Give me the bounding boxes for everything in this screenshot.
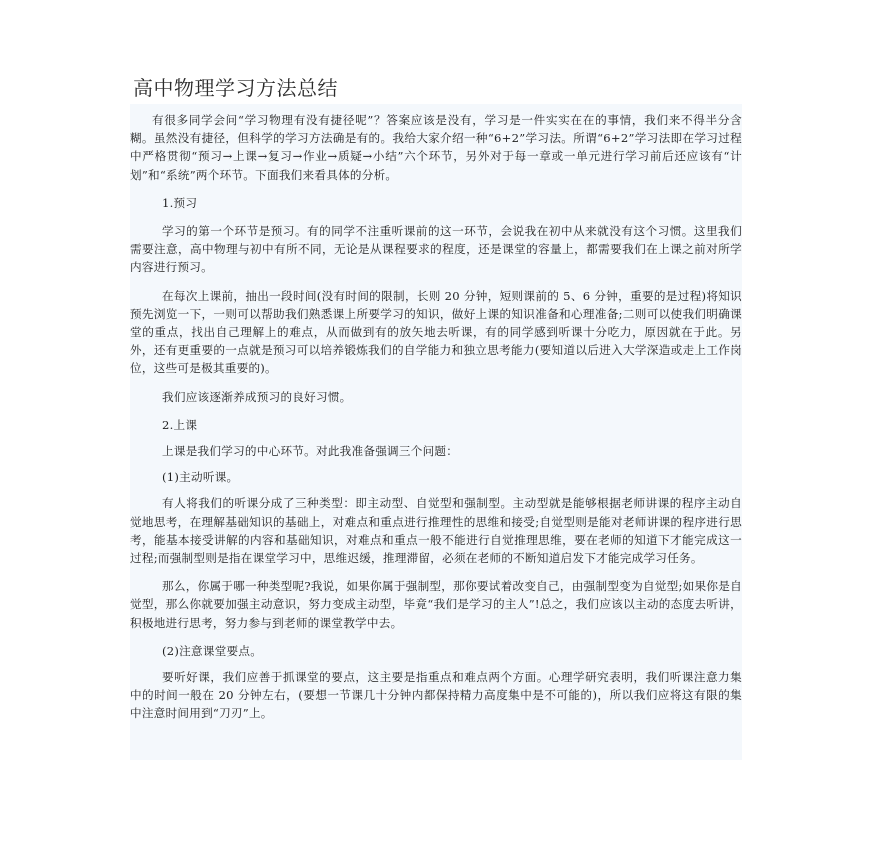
- document-body: [130, 104, 742, 760]
- paragraph-which-type: 那么，你属于哪一种类型呢?我说，如果你属于强制型，那你要试着改变自己，由强制型变为自觉型;如果你是自觉型，那么你就要加强主动意识，努力变成主动型，毕竟“我们是学习的主人”!总之，我们应该以主动的态度去听讲，积极地进行思考，努力参与到老师的课堂教学中去。: [130, 579, 742, 630]
- paragraph-preview-2: 在每次上课前，抽出一段时间(没有时间的限制，长则 20 分钟，短则课前的 5、6 分钟，重要的是过程)将知识预先浏览一下，一则可以帮助我们熟悉课上所要学习的知识，做好上课的知识准备和心理准备;二则可以使我们明确课堂的重点，找出自己理解上的难点，从而做到有的放矢地去听课，有的同学感到听课十分吃力，原因就在于此。另外，还有更重要的一点就是预习可以培养锻炼我们的自学能力和独立思考能力(要知道以后进入大学深造或走上工作岗位，这些可是极其重要的)。: [130, 288, 742, 376]
- section-heading-preview: 1.预习: [162, 195, 198, 210]
- paragraph-listening-types: 有人将我们的听课分成了三种类型：即主动型、自觉型和强制型。主动型就是能够根据老师讲课的程序主动自觉地思考，在理解基础知识的基础上，对难点和重点进行推理性的思维和接受;自觉型则是能对老师讲课的程序进行思考，能基本接受讲解的内容和基础知识，对难点和重点一般不能进行自觉推理思维，要在老师的知道下才能完成这一过程;而强制型则是指在课堂学习中，思维迟缓，推理滞留，必须在老师的不断知道启发下才能完成学习任务。: [130, 496, 742, 566]
- paragraph-key-points: 要听好课，我们应善于抓课堂的要点，这主要是指重点和难点两个方面。心理学研究表明，我们听课注意力集中的时间一般在 20 分钟左右，(要想一节课几十分钟内都保持精力高度集中是不可能的)，所以我们应将这有限的集中注意时间用到“刀刃”上。: [130, 670, 742, 721]
- paragraph-preview-3: 我们应该逐渐养成预习的良好习惯。: [162, 389, 352, 404]
- subheading-active-listening: (1)主动听课。: [162, 470, 239, 485]
- paragraph-preview-1: 学习的第一个环节是预习。有的同学不注重听课前的这一环节，会说我在初中从来就没有这个习惯。这里我们需要注意，高中物理与初中有所不同，无论是从课程要求的程度，还是课堂的容量上，都需要我们在上课之前对所学内容进行预习。: [130, 224, 742, 275]
- subheading-key-points: (2)注意课堂要点。: [162, 643, 263, 658]
- paragraph-class-intro: 上课是我们学习的中心环节。对此我准备强调三个问题：: [162, 444, 459, 459]
- paragraph-intro: 有很多同学会问“学习物理有没有捷径呢”？答案应该是没有，学习是一件实实在在的事情，我们来不得半分含糊。虽然没有捷径，但科学的学习方法确是有的。我给大家介绍一种“6+2”学习法。所谓“6+2”学习法即在学习过程中严格贯彻“预习→上课→复习→作业→质疑→小结”六个环节，另外对于每一章或一单元进行学习前后还应该有“计划”和“系统”两个环节。下面我们来看具体的分析。: [130, 113, 742, 182]
- section-heading-class: 2.上课: [162, 417, 198, 432]
- document-title: 高中物理学习方法总结: [133, 76, 338, 100]
